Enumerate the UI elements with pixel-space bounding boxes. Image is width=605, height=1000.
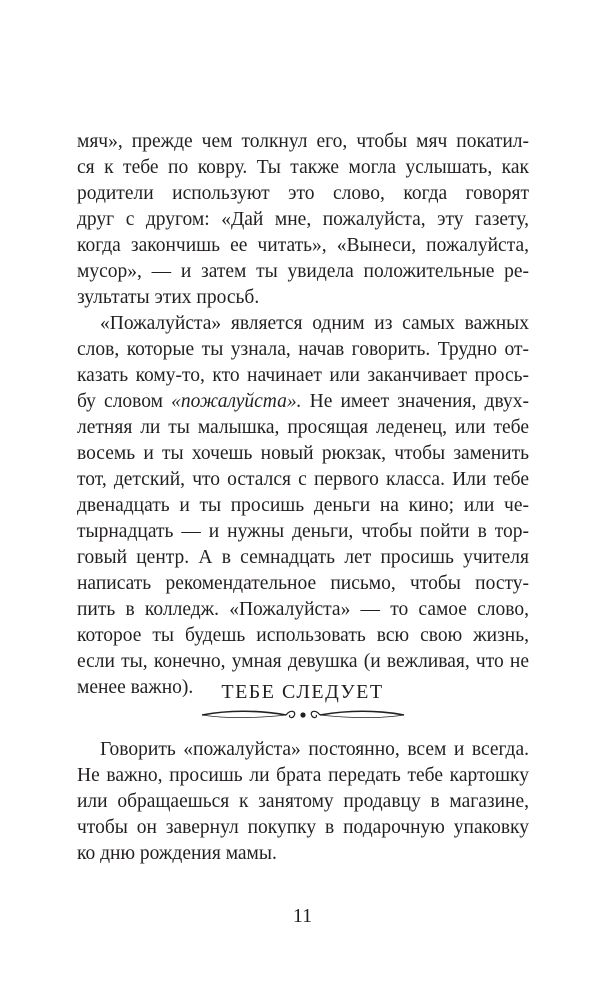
body-line: написать рекомендательное письмо, чтобы посту-: [77, 573, 529, 594]
body-line: которое ты будешь использовать всю свою жизнь,: [77, 625, 529, 646]
body-line: Говорить «пожалуйста» постоянно, всем и всегда.: [100, 739, 529, 760]
body-line: или обращаешься к занятому продавцу в магазине,: [77, 791, 529, 812]
body-line: «Пожалуйста» является одним из самых важных: [100, 313, 529, 334]
body-line: ся к тебе по ковру. Ты также могла услышать, как: [77, 157, 529, 178]
body-line: Не важно, просишь ли брата передать тебе картошку: [77, 765, 529, 786]
text-run: бу словом: [77, 391, 172, 412]
body-line: летняя ли ты малышка, просящая леденец, или тебе: [77, 417, 529, 438]
page-number: 11: [292, 905, 313, 927]
body-line: тот, детский, что остался с первого класса. Или тебе: [77, 469, 529, 490]
body-line: менее важно).: [77, 677, 194, 698]
body-line: говый центр. А в семнадцать лет просишь учителя: [77, 547, 529, 568]
flourish-divider-icon: [198, 706, 408, 724]
body-line: восемь и ты хочешь новый рюкзак, чтобы заменить: [77, 443, 529, 464]
section-heading: ТЕБЕ СЛЕДУЕТ: [221, 681, 384, 703]
emphasis-word: «пожалуйста».: [171, 391, 302, 412]
body-line: казать кому-то, кто начинает или заканчивает прось-: [77, 365, 529, 386]
body-line: пить в колледж. «Пожалуйста» — то самое слово,: [77, 599, 529, 620]
body-line: если ты, конечно, умная девушка (и вежливая, что не: [77, 651, 529, 672]
body-line: слов, которые ты узнала, начав говорить. Трудно от-: [77, 339, 529, 360]
body-line: чтобы он завернул покупку в подарочную упаковку: [77, 817, 529, 838]
text-run: Не имеет значения, двух-: [301, 391, 529, 412]
body-line: [77, 389, 529, 415]
body-line: мусор», — и затем ты увидела положительные ре-: [77, 261, 529, 282]
body-line: мяч», прежде чем толкнул его, чтобы мяч покатил-: [77, 131, 529, 152]
body-line: родители используют это слово, когда говорят: [77, 183, 529, 204]
body-line: зультаты этих просьб.: [77, 287, 260, 308]
body-line: когда закончишь ее читать», «Вынеси, пожалуйста,: [77, 235, 529, 256]
body-line: друг с другом: «Дай мне, пожалуйста, эту газету,: [77, 209, 529, 230]
body-line: двенадцать и ты просишь деньги на кино; или че-: [77, 495, 529, 516]
body-line: ко дню рождения мамы.: [77, 843, 277, 864]
body-line: тырнадцать — и нужны деньги, чтобы пойти в тор-: [77, 521, 529, 542]
